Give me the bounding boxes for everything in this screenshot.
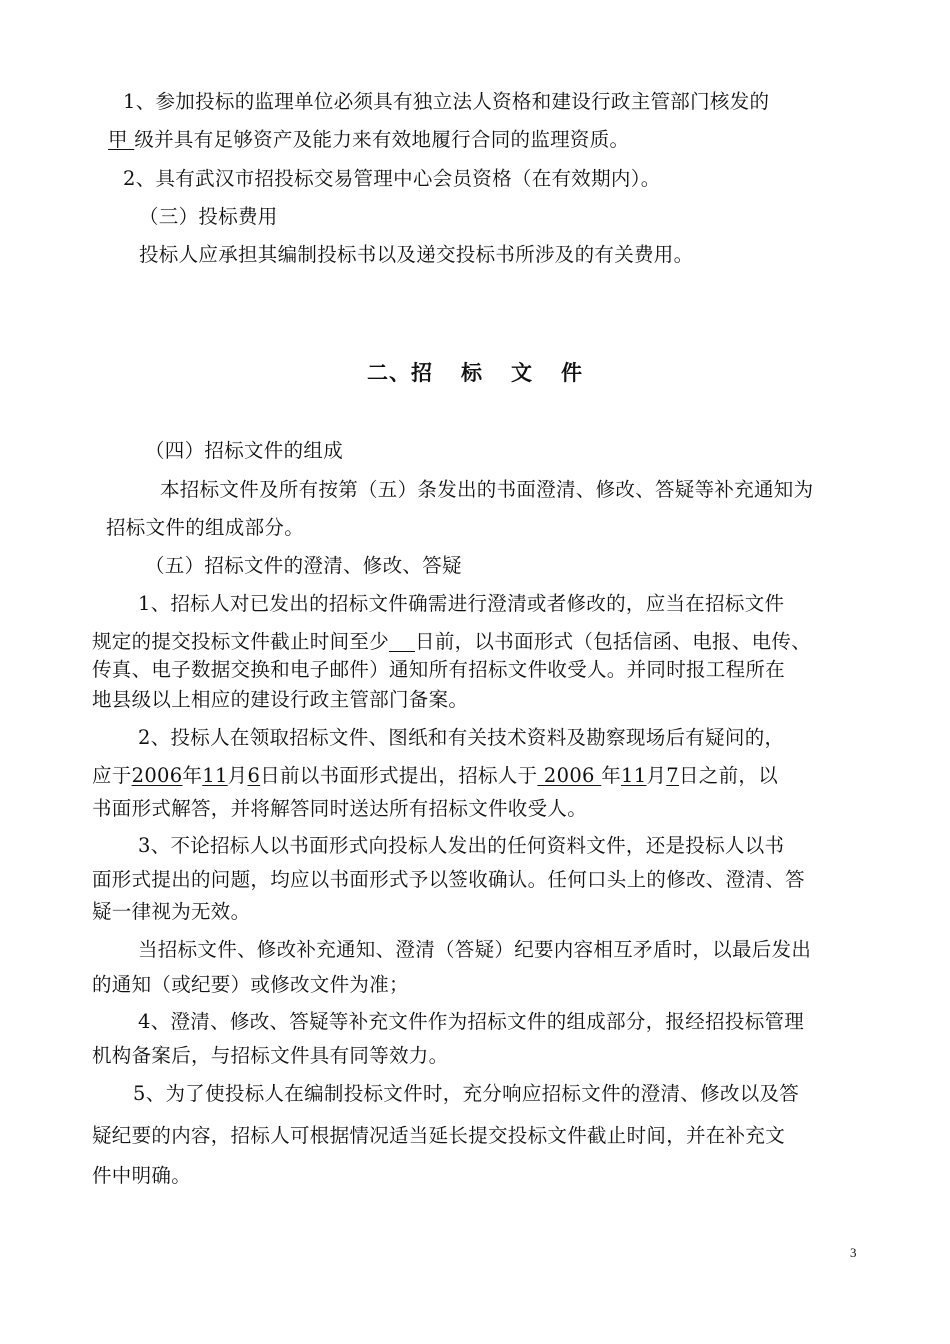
- item1-line2: [108, 128, 629, 152]
- item1-line2-rest: 级并具有足够资产及能力来有效地履行合同的监理资质。: [134, 128, 630, 151]
- composition-line1: 本招标文件及所有按第（五）条发出的书面澄清、修改、答疑等补充通知为: [160, 478, 814, 501]
- page-number: 3: [850, 1245, 857, 1260]
- para1-line2-end: 日前，以书面形式（包括信函、电报、电传、: [415, 630, 812, 653]
- para5-line2: 疑纪要的内容，招标人可根据情况适当延长提交投标文件截止时间，并在补充文: [92, 1124, 786, 1147]
- chapter-title-char3: 文: [511, 361, 533, 385]
- answer-deadline-day: 7: [666, 764, 679, 787]
- qualification-grade: 甲: [108, 128, 135, 151]
- para4-line2: 机构备案后，与招标文件具有同等效力。: [92, 1044, 449, 1067]
- para5-line1: 5、为了使投标人在编制投标文件时，充分响应招标文件的澄清、修改以及答: [133, 1082, 800, 1105]
- item1-line1: 1、参加投标的监理单位必须具有独立法人资格和建设行政主管部门核发的: [123, 90, 770, 113]
- para2-text-d: 日前以书面形式提出，招标人于: [260, 764, 538, 787]
- para1-line1: 1、招标人对已发出的招标文件确需进行澄清或者修改的，应当在招标文件: [138, 592, 785, 615]
- para1-line4: 地县级以上相应的建设行政主管部门备案。: [92, 688, 469, 711]
- question-deadline-month: 11: [202, 764, 228, 787]
- para2-text-g: 日之前，以: [679, 764, 779, 787]
- para2-text-a: 应于: [92, 764, 132, 787]
- chapter-title-prefix: 二、招: [367, 361, 433, 385]
- fee-text: 投标人应承担其编制投标书以及递交投标书所涉及的有关费用。: [139, 243, 694, 266]
- para3-line2: 面形式提出的问题，均应以书面形式予以签收确认。任何口头上的修改、澄清、答: [92, 868, 805, 891]
- para2-line1: 2、投标人在领取招标文件、图纸和有关技术资料及勘察现场后有疑问的，: [138, 726, 785, 749]
- para1-line2: [92, 630, 811, 654]
- composition-line2: 招标文件的组成部分。: [106, 516, 305, 539]
- para2-text-b: 年: [182, 764, 203, 787]
- para3b-line1: 当招标文件、修改补充通知、澄清（答疑）纪要内容相互矛盾时，以最后发出: [138, 938, 812, 961]
- para2-text-e: 年: [601, 764, 622, 787]
- para2-text-f: 月: [646, 764, 667, 787]
- para2-text-c: 月: [227, 764, 248, 787]
- para2-line2: [92, 764, 778, 788]
- question-deadline-day: 6: [247, 764, 261, 787]
- clarification-heading: （五）招标文件的澄清、修改、答疑: [145, 554, 462, 577]
- chapter-title-char2: 标: [461, 361, 483, 385]
- answer-deadline-year: 2006: [537, 764, 602, 787]
- fee-heading: （三）投标费用: [139, 205, 278, 228]
- para5-line3: 件中明确。: [92, 1164, 192, 1187]
- para2-line3: 书面形式解答，并将解答同时送达所有招标文件收受人。: [92, 797, 588, 820]
- chapter-title-char4: 件: [561, 361, 583, 385]
- para3-line3: 疑一律视为无效。: [92, 900, 251, 923]
- para1-line3: 传真、电子数据交换和电子邮件）通知所有招标文件收受人。并同时报工程所在: [92, 658, 786, 681]
- chapter-title: [0, 357, 950, 387]
- days-blank: [389, 630, 415, 653]
- question-deadline-year: 2006: [131, 764, 183, 787]
- para1-line2-start: 规定的提交投标文件截止时间至少: [92, 630, 390, 653]
- para4-line1: 4、澄清、修改、答疑等补充文件作为招标文件的组成部分，报经招投标管理: [138, 1010, 805, 1033]
- item2: 2、具有武汉市招投标交易管理中心会员资格（在有效期内）。: [123, 167, 661, 190]
- para3-line1: 3、不论招标人以书面形式向投标人发出的任何资料文件，还是投标人以书: [138, 834, 785, 857]
- composition-heading: （四）招标文件的组成: [145, 439, 344, 462]
- answer-deadline-month: 11: [621, 764, 647, 787]
- para3b-line2: 的通知（或纪要）或修改文件为准；: [92, 973, 409, 996]
